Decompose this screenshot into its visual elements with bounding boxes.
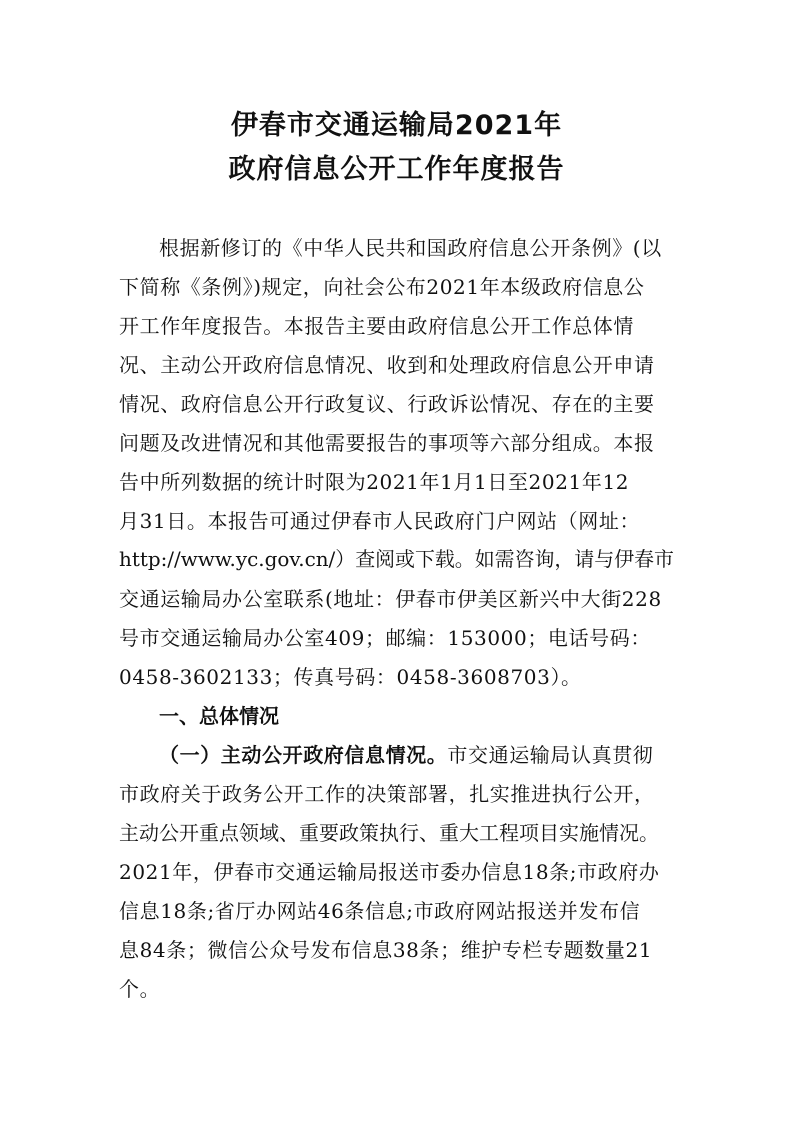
subsection-line: 个。: [119, 977, 161, 1001]
report-title-line2: 政府信息公开工作年度报告: [228, 154, 565, 185]
subsection-line: 息84条；微信公众号发布信息38条；维护专栏专题数量21: [119, 938, 653, 962]
intro-line: http://www.yc.gov.cn/）查阅或下载。如需咨询，请与伊春市: [119, 548, 674, 571]
intro-line: 告中所列数据的统计时限为2021年1月1日至2021年12: [119, 470, 630, 494]
intro-line: 交通运输局办公室联系(地址：伊春市伊美区新兴中大街228: [119, 587, 662, 611]
intro-line: 情况、政府信息公开行政复议、行政诉讼情况、存在的主要: [119, 392, 655, 416]
intro-line: 开工作年度报告。本报告主要由政府信息公开工作总体情: [119, 314, 634, 338]
subsection-line: 信息18条;省厅办网站46条信息;市政府网站报送并发布信: [119, 899, 641, 923]
report-title-line1: 伊春市交通运输局2021年: [230, 110, 563, 141]
subsection-first-line: [159, 745, 674, 765]
intro-line: 下简称《条例》)规定，向社会公布2021年本级政府信息公: [119, 275, 645, 299]
intro-line: 月31日。本报告可通过伊春市人民政府门户网站（网址：: [119, 509, 641, 533]
subsection-line: 市政府关于政务公开工作的决策部署，扎实推进执行公开，: [119, 782, 655, 806]
intro-line: 况、主动公开政府信息情况、收到和处理政府信息公开申请: [119, 353, 655, 377]
subsection-text: 市交通运输局认真贯彻: [447, 743, 654, 767]
intro-line: 号市交通运输局办公室409；邮编：153000；电话号码：: [119, 626, 651, 650]
subsection-line: 2021年，伊春市交通运输局报送市委办信息18条;市政府办: [119, 860, 660, 884]
subsection-heading: （一）主动公开政府信息情况。: [159, 743, 448, 767]
intro-line: 0458-3602133；传真号码：0458-3608703）。: [119, 665, 582, 689]
subsection-line: 主动公开重点领域、重要政策执行、重大工程项目实施情况。: [119, 821, 659, 845]
section-heading: 一、总体情况: [159, 704, 279, 728]
intro-line: 问题及改进情况和其他需要报告的事项等六部分组成。本报: [119, 431, 655, 455]
intro-line: 根据新修订的《中华人民共和国政府信息公开条例》(以: [159, 236, 662, 260]
